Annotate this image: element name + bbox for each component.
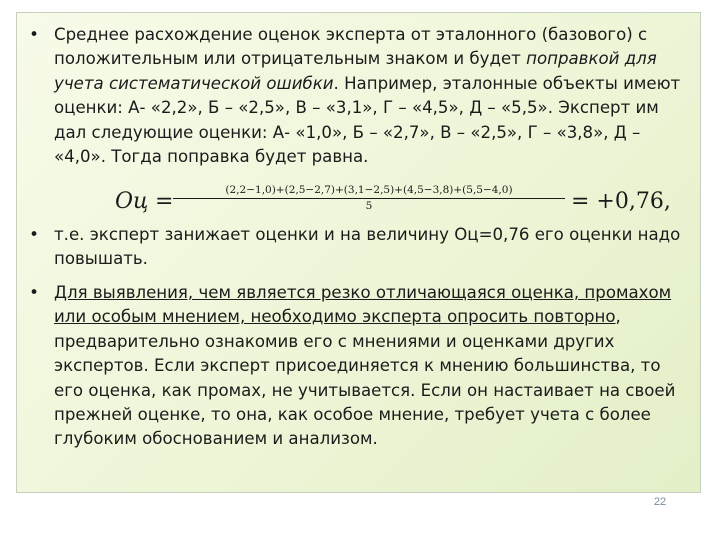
bullet-marker: • bbox=[29, 225, 39, 244]
italic-term: поправкой для учета систематической ошибки bbox=[54, 49, 657, 93]
formula-lhs: Оц bbox=[115, 189, 149, 214]
bullet-text: т.е. эксперт занижает оценки и на величину Оц=0,76 его оценки надо повышать. bbox=[54, 225, 681, 269]
bullet-text bbox=[54, 281, 689, 452]
text-segment: Среднее расхождение оценок эксперта от эталонного (базового) с положительным или отрицательным знаком и будет bbox=[54, 25, 648, 69]
formula-fraction bbox=[173, 183, 565, 213]
formula-equals: = bbox=[155, 189, 174, 214]
slide bbox=[16, 12, 701, 493]
bullet-marker: • bbox=[29, 25, 39, 44]
text-segment: . Например, эталонные объекты имеют оценки: А- «2,2», Б – «2,5», В – «3,1», Г – «4,5», Д – «5,5». Эксперт им дал следующие оценки: А- «1,0», Б – «2,7», В – «2,5», Г – «3,8», Д – «4,0». Тогда поправка будет равна. bbox=[54, 73, 681, 167]
underlined-text: Для выявления, чем является резко отличающаяся оценка, промахом или особым мнением, необходимо эксперта опросить повторно bbox=[54, 283, 672, 327]
formula-denominator: 5 bbox=[365, 200, 373, 212]
formula-numerator: (2,2−1,0)+(2,5−2,7)+(3,1−2,5)+(4,5−3,8)+(5,5−4,0) bbox=[173, 183, 565, 199]
bullet-text bbox=[54, 23, 689, 169]
bullet-item bbox=[27, 281, 689, 452]
bullet-item bbox=[27, 223, 689, 272]
page-number: 22 bbox=[653, 496, 667, 508]
correction-formula bbox=[115, 183, 671, 223]
text-segment: , предварительно ознакомив его с мнениями и оценками других экспертов. Если эксперт присоединяется к мнению большинства, то его оценка, как промах, не учитывается. Если он настаивает на своей прежней оценке, то она, как особое мнение, требует учета с более глубоким обоснованием и анализом. bbox=[54, 307, 676, 449]
bullet-marker: • bbox=[29, 283, 39, 302]
formula-result: = +0,76, bbox=[571, 189, 671, 214]
bullet-item bbox=[27, 23, 689, 169]
